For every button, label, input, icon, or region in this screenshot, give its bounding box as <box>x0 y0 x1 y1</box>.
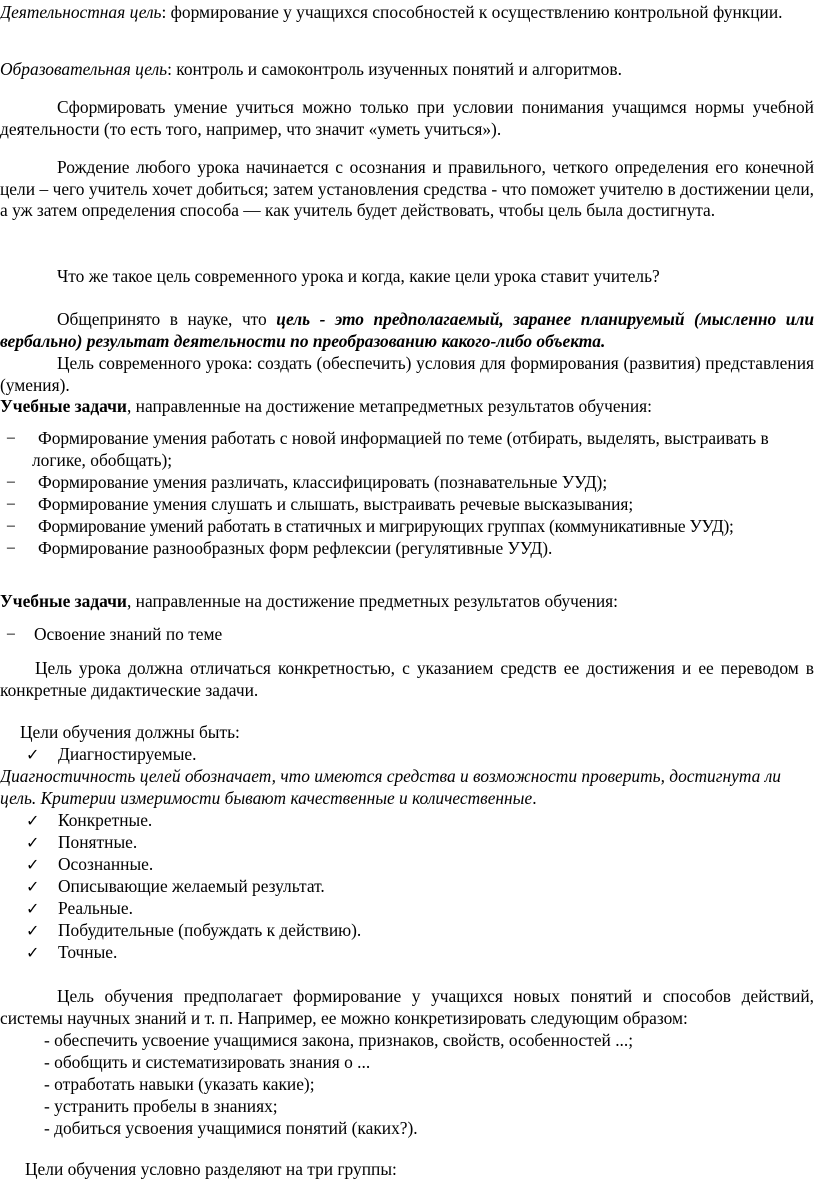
activity-goal-paragraph <box>0 2 814 24</box>
dash-bullet: − <box>6 472 16 492</box>
dash-bullet: − <box>6 428 16 448</box>
dash-bullet: − <box>6 538 16 558</box>
concretization-item: - добиться усвоения учащимися понятий (каких?). <box>44 1118 418 1138</box>
question-paragraph: Что же такое цель современного урока и когда, какие цели урока ставит учитель? <box>57 266 660 286</box>
goals-intro: Цели обучения должны быть: <box>20 722 240 742</box>
learning-norm-paragraph: Сформировать умение учиться можно только при условии понимания учащимся нормы учебной деятельности (то есть того, например, что значит «уметь учиться»). <box>0 97 814 139</box>
lesson-birth-paragraph: Рождение любого урока начинается с осознания и правильного, четкого определения его конечной цели – чего учитель хочет добиться; затем установления средства - что поможет учителю в достижении цели, а уж затем определения способа — как учитель будет действовать, чтобы цель была достигнута. <box>0 157 814 221</box>
check-icon: ✓ <box>26 921 40 940</box>
subject-tasks-heading <box>0 591 814 613</box>
three-groups-paragraph: Цели обучения условно разделяют на три группы: <box>25 1159 397 1179</box>
goal-definition-lead: Общепринято в науке, что <box>57 309 277 329</box>
meta-tasks-label: Учебные задачи <box>0 396 127 416</box>
meta-task-item: − Формирование умения работать с новой информацией по теме (отбирать, выделять, выстраивать в логике, обобщать); <box>6 428 769 470</box>
diagnosability-note: Диагностичность целей обозначает, что имеются средства и возможности проверить, достигнута ли цель. Критерии измеримости бывают качественные и количественные. <box>0 766 781 808</box>
goal-item: ✓ Побудительные (побуждать к действию). <box>26 920 362 940</box>
learning-goal-paragraph: Цель обучения предполагает формирование у учащихся новых понятий и способов действий, системы научных знаний и т. п. Например, ее можно конкретизировать следующим образом: <box>0 986 814 1028</box>
meta-task-item: − Формирование умения слушать и слышать, выстраивать речевые высказывания; <box>6 494 634 514</box>
concreteness-paragraph: Цель урока должна отличаться конкретностью, с указанием средств ее достижения и ее переводом в конкретные дидактические задачи. <box>0 658 814 700</box>
meta-task-item: − Формирование умения различать, классифицировать (познавательные УУД); <box>6 472 608 492</box>
subject-tasks-text: , направленные на достижение предметных результатов обучения: <box>126 591 618 611</box>
goal-item: ✓ Диагностируемые. <box>26 744 197 764</box>
check-icon: ✓ <box>26 745 40 764</box>
goal-item: ✓ Осознанные. <box>26 854 154 874</box>
meta-task-item: − Формирование умений работать в статичных и мигрирующих группах (коммуникативные УУД); <box>6 516 734 536</box>
goal-definition-text: цель - это предполагаемый, заранее планируемый (мысленно или вербально) результат деятельности по преобразованию какого-либо объекта. <box>0 309 814 351</box>
check-icon: ✓ <box>26 811 40 830</box>
concretization-item: - обобщить и систематизировать знания о ... <box>44 1052 371 1072</box>
check-icon: ✓ <box>26 899 40 918</box>
activity-goal-label: Деятельностная цель <box>0 2 162 22</box>
dash-bullet: − <box>6 494 16 514</box>
education-goal-label: Образовательная цель <box>0 59 168 79</box>
activity-goal-text: : формирование у учащихся способностей к осуществлению контрольной функции. <box>161 2 783 22</box>
check-icon: ✓ <box>26 855 40 874</box>
modern-lesson-goal-paragraph: Цель современного урока: создать (обеспечить) условия для формирования (развития) представления (умения). <box>0 353 814 395</box>
check-icon: ✓ <box>26 943 40 962</box>
concretization-item: - отработать навыки (указать какие); <box>44 1074 315 1094</box>
goal-item: ✓ Понятные. <box>26 832 138 852</box>
dash-bullet: − <box>6 516 16 536</box>
check-icon: ✓ <box>26 833 40 852</box>
meta-task-item: − Формирование разнообразных форм рефлексии (регулятивные УУД). <box>6 538 553 558</box>
goal-definition-paragraph <box>0 309 814 352</box>
meta-tasks-text: , направленные на достижение метапредметных результатов обучения: <box>126 396 653 416</box>
goal-item: ✓ Реальные. <box>26 898 133 918</box>
goal-item: ✓ Точные. <box>26 942 118 962</box>
subject-tasks-label: Учебные задачи <box>0 591 127 611</box>
check-icon: ✓ <box>26 877 40 896</box>
dash-bullet: − <box>6 624 16 644</box>
meta-tasks-heading <box>0 396 814 418</box>
subject-task-item: − Освоение знаний по теме <box>6 624 223 644</box>
goal-item: ✓ Описывающие желаемый результат. <box>26 876 325 896</box>
concretization-item: - устранить пробелы в знаниях; <box>44 1096 278 1116</box>
education-goal-text: : контроль и самоконтроль изученных понятий и алгоритмов. <box>167 59 622 79</box>
goal-item: ✓ Конкретные. <box>26 810 153 830</box>
education-goal-paragraph <box>0 59 814 81</box>
concretization-item: - обеспечить усвоение учащимися закона, признаков, свойств, особенностей ...; <box>44 1030 634 1050</box>
